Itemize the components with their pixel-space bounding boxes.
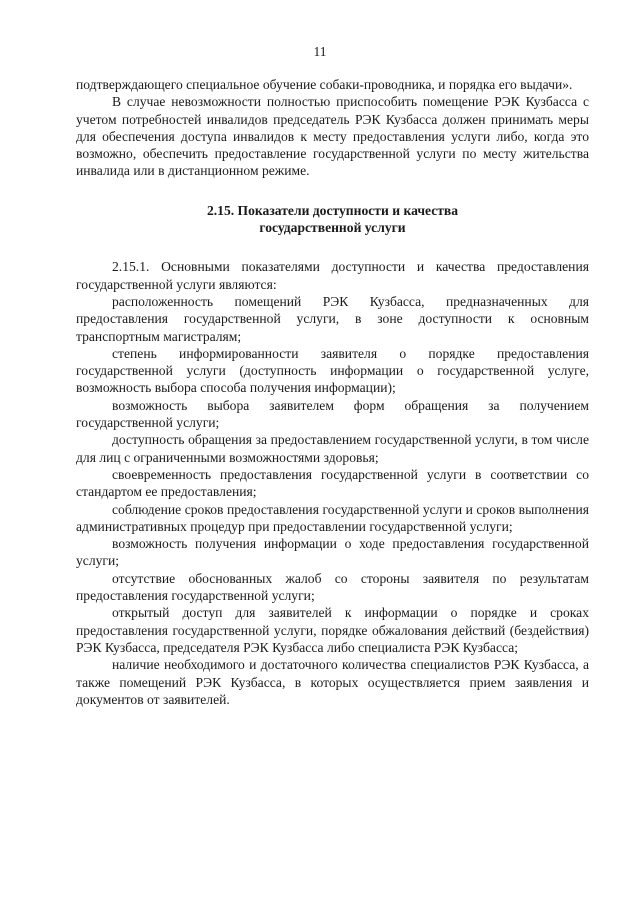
page-number: 11 [313,44,327,59]
document-body [76,76,589,708]
paragraph-2-15-1: 2.15.1. Основными показателями доступности и качества предоставления государственной услуги являются: [76,259,589,292]
list-item-accessibility: доступность обращения за предоставлением государственной услуги, в том числе для лиц с ограниченными возможностями здоровья; [76,432,589,465]
list-item-open-access: открытый доступ для заявителей к информации о порядке и сроках предоставления государственной услуги, порядке обжалования действий (бездействия) РЭК Кузбасса, председателя РЭК Кузбасса либо специалиста РЭК Кузбасса; [76,605,589,655]
section-heading-line-1: 2.15. Показатели доступности и качества [206,202,459,218]
paragraph-disability-access: В случае невозможности полностью приспособить помещение РЭК Кузбасса с учетом потребностей инвалидов председатель РЭК Кузбасса должен принимать меры для обеспечения доступа инвалидов к месту предоставления услуги либо, когда это возможно, обеспечить предоставление государственной услуги по месту жительства инвалида или в дистанционном режиме. [76,94,589,179]
section-heading [76,202,589,237]
list-item-timeliness: своевременность предоставления государственной услуги в соответствии со стандартом ее предоставления; [76,466,589,500]
list-item-staff-premises: наличие необходимого и достаточного количества специалистов РЭК Кузбасса, а также помещений РЭК Кузбасса, в которых осуществляется прием заявления и документов от заявителей. [76,657,589,707]
list-item-location: расположенность помещений РЭК Кузбасса, предназначенных для предоставления государственной услуги, в зоне доступности к основным транспортным магистралям; [76,293,589,344]
section-heading-line-2: государственной услуги [259,220,406,236]
list-item-no-complaints: отсутствие обоснованных жалоб со стороны заявителя по результатам предоставления государственной услуги; [76,570,589,604]
list-item-awareness: степень информированности заявителя о порядке предоставления государственной услуги (доступность информации о государственной услуге, возможность выбора способа получения информации); [76,345,589,396]
list-item-request-forms: возможность выбора заявителем форм обращения за получением государственной услуги; [76,397,589,431]
list-item-deadlines: соблюдение сроков предоставления государственной услуги и сроков выполнения административных процедур при предоставлении государственной услуги; [76,501,589,534]
list-item-progress-info: возможность получения информации о ходе предоставления государственной услуги; [76,536,589,569]
paragraph-continuation: подтверждающего специальное обучение собаки-проводника, и порядка его выдачи». [76,77,573,92]
